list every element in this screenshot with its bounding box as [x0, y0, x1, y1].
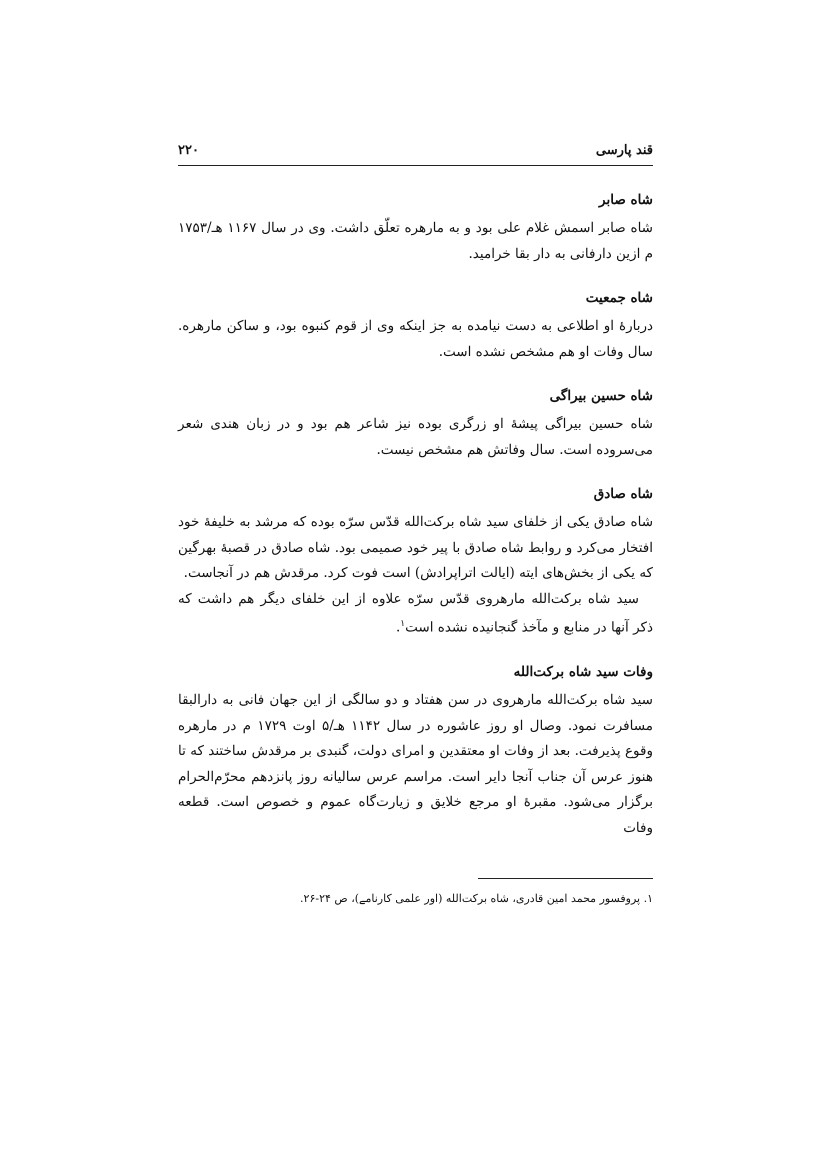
section-shah-saber	[178, 188, 653, 267]
header-rule	[178, 165, 653, 166]
section-shah-jamiat	[178, 286, 653, 365]
running-header	[178, 143, 653, 165]
book-title: قند پارسی	[595, 143, 653, 158]
section-heading: شاه حسین بیراگی	[549, 388, 653, 404]
paragraph: سید شاه برکت‌الله مارهروی در سن هفتاد و دو سالگی از این جهان فانی به دارالبقا مسافرت نمود. وصال او روز عاشوره در سال ۱۱۴۲ هـ/۵ اوت ۱۷۲۹ م در مارهره وقوع پذیرفت. بعد از وفات او معتقدین و امرای دولت، گنبدی بر مرقدش ساختند که تا هنوز عرس آن جناب آنجا دایر است. مراسم عرس سالیانه روز پانزدهم محرّم‌الحرام برگزار می‌شود. مقبرهٔ او مرجع خلایق و زیارت‌گاه عموم و خصوص است. قطعه وفات	[178, 692, 653, 836]
page-number: ۲۲۰	[178, 143, 199, 158]
footnote-marker[interactable]: ۱	[400, 619, 406, 629]
footnote: ۱. پروفسور محمد امین قادری، شاه برکت‌الله (اور علمی کارنامے)، ص ۲۴-۲۶.	[300, 892, 653, 905]
section-shah-hossein-bairagi	[178, 384, 653, 463]
paragraph: شاه حسین بیراگی پیشهٔ او زرگری بوده نیز شاعر هم بود و در زبان هندی شعر می‌سروده است. سال وفاتش هم مشخص نیست.	[178, 416, 653, 458]
section-heading: شاه صادق	[593, 486, 653, 502]
paragraph-text: سید شاه برکت‌الله مارهروی قدّس سرّه علاوه از این خلفای دیگر هم داشت که ذکر آنها در منابع و مآخذ گنجانیده نشده است	[178, 590, 653, 636]
section-heading: شاه جمعیت	[585, 290, 653, 306]
footnote-rule	[478, 878, 653, 879]
book-page	[178, 0, 653, 1169]
section-death-barakatullah	[178, 660, 653, 841]
paragraph: شاه صابر اسمش غلام علی بود و به مارهره تعلّق داشت. وی در سال ۱۱۶۷ هـ/۱۷۵۳ م ازین دارفانی به دار بقا خرامید.	[178, 220, 653, 262]
paragraph: دربارهٔ او اطلاعی به دست نیامده به جز اینکه وی از قوم کنبوه بود، و ساکن مارهره. سال وفات او هم مشخص نشده است.	[178, 318, 653, 360]
paragraph-end: .	[396, 619, 401, 636]
paragraph-with-footnote	[178, 587, 653, 642]
section-shah-sadegh	[178, 482, 653, 641]
page-body	[178, 188, 653, 860]
paragraph: شاه صادق یکی از خلفای سید شاه برکت‌الله قدّس سرّه بوده که مرشد به خلیفهٔ خود افتخار می‌کرد و روابط شاه صادق با پیر خود صمیمی بود. شاه صادق در قصبهٔ بهرگین که یکی از بخش‌های ایته (ایالت اتراپرادش) است فوت کرد. مرقدش هم در آنجاست.	[178, 514, 653, 581]
section-heading: شاه صابر	[599, 192, 653, 208]
section-heading: وفات سید شاه برکت‌الله	[513, 664, 653, 680]
